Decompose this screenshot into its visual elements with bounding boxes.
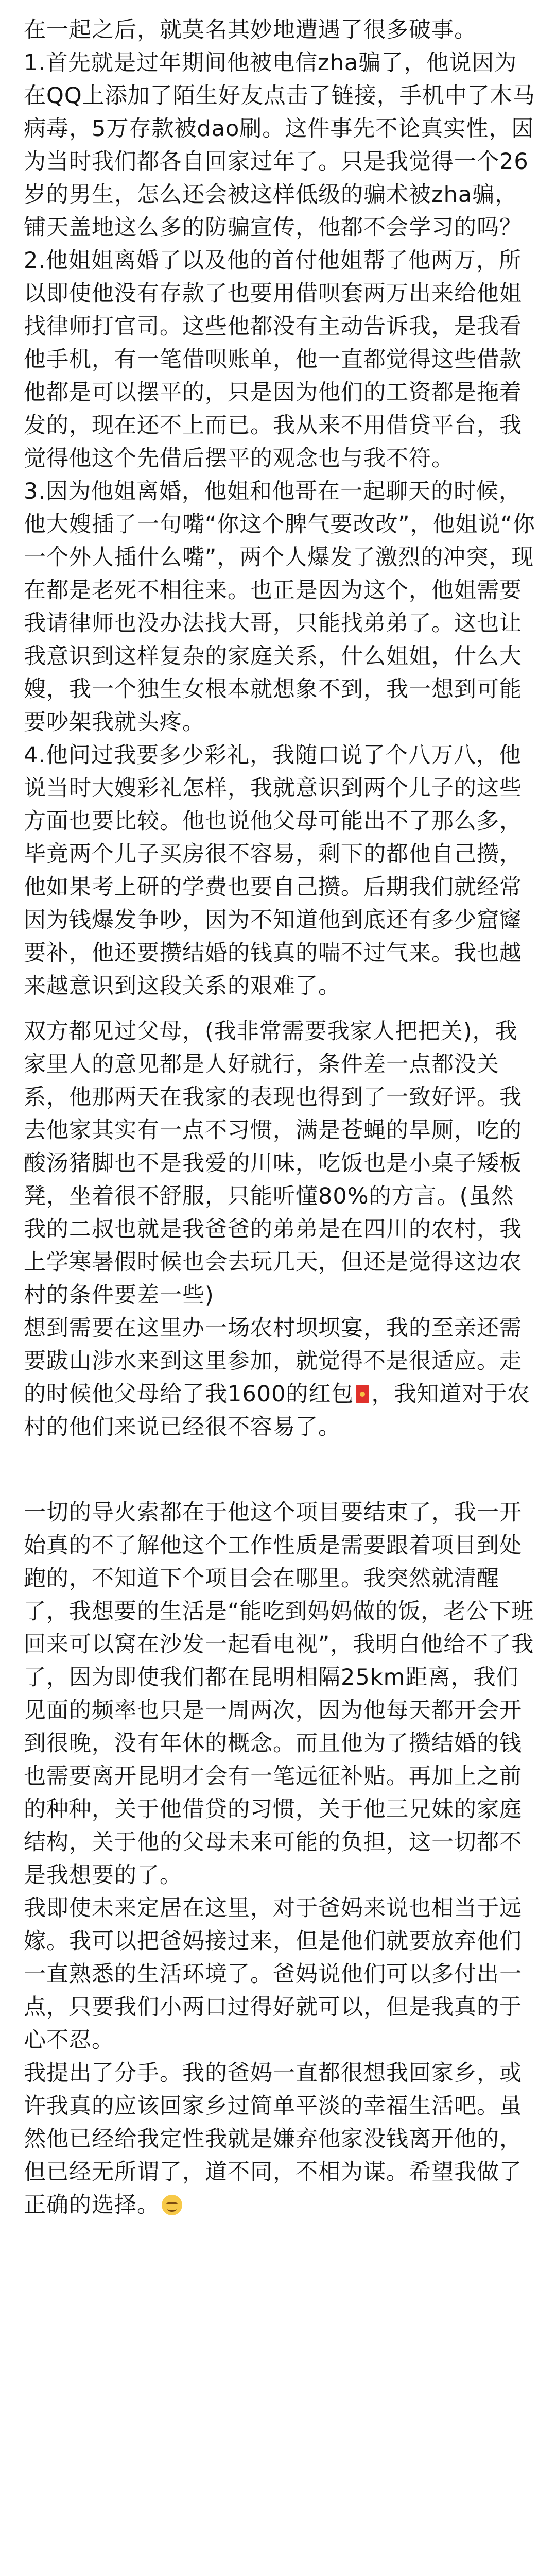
red-envelope-paragraph	[24, 1312, 536, 1444]
intro-paragraph: 在一起之后，就莫名其妙地遭遇了很多破事。	[24, 17, 477, 43]
breakup-paragraph	[24, 2057, 536, 2222]
point-4-paragraph: 4.他问过我要多少彩礼，我随口说了个八万八，他说当时大嫂彩礼怎样，我就意识到两个儿子的这些方面也要比较。他也说他父母可能出不了那么多，毕竟两个儿子买房很不容易，剩下的都他自己攒，他如果考上研的学费也要自己攒。后期我们就经常因为钱爆发争吵，因为不知道他到底还有多少窟窿要补，他还要攒结婚的钱真的喘不过气来。我也越来越意识到这段关系的艰难了。	[24, 742, 522, 999]
red-envelope-text-after: ，我知道对于农村的他们来说已经很不容易了。	[24, 1381, 530, 1440]
breakup-text: 我提出了分手。我的爸妈一直都很想我回家乡，或许我真的应该回家乡过简单平淡的幸福生活吧。虽然他已经给我定性我就是嫌弃他家没钱离开他的，但已经无所谓了，道不同，不相为谋。希望我做了正确的选择。	[24, 2060, 522, 2218]
parents-meeting-paragraph: 双方都见过父母，(我非常需要我家人把把关)，我家里人的意见都是人好就行，条件差一点都没关系，他那两天在我家的表现也得到了一致好评。我去他家其实有一点不习惯，满是苍蝇的旱厕，吃的酸汤猪脚也不是我爱的川味，吃饭也是小桌子矮板凳，坐着很不舒服，只能听懂80%的方言。(虽然我的二叔也就是我爸爸的弟弟是在四川的农村，我上学寒暑假时候也会去玩几天，但还是觉得这边农村的条件要差一些)	[24, 1019, 522, 1308]
point-2-paragraph: 2.他姐姐离婚了以及他的首付他姐帮了他两万，所以即使他没有存款了也要用借呗套两万出来给他姐找律师打官司。这些他都没有主动告诉我，是我看他手机，有一笔借呗账单，他一直都觉得这些借款他都是可以摆平的，只是因为他们的工资都是拖着发的，现在还不上而已。我从来不用借贷平台，我觉得他这个先借后摆平的观念也与我不符。	[24, 248, 522, 471]
distance-paragraph: 我即使未来定居在这里，对于爸妈来说也相当于远嫁。我可以把爸妈接过来，但是他们就要放弃他们一直熟悉的生活环境了。爸妈说他们可以多付出一点，只要我们小两口过得好就可以，但是我真的于心不忍。	[24, 1895, 522, 2053]
point-3-paragraph: 3.因为他姐离婚，他姐和他哥在一起聊天的时候，他大嫂插了一句嘴“你这个脾气要改改”，他姐说“你一个外人插什么嘴”，两个人爆发了激烈的冲突，现在都是老死不相往来。也正是因为这个，他姐需要我请律师也没办法找大哥，只能找弟弟了。这也让我意识到这样复杂的家庭关系，什么姐姐，什么大嫂，我一个独生女根本就想象不到，我一想到可能要吵架我就头疼。	[24, 479, 535, 735]
red-envelope-icon	[356, 1385, 369, 1403]
trigger-paragraph: 一切的导火索都在于他这个项目要结束了，我一开始真的不了解他这个工作性质是需要跟着项目到处跑的，不知道下个项目会在哪里。我突然就清醒了，我想要的生活是“能吃到妈妈做的饭，老公下班回来可以窝在沙发一起看电视”，我明白他给不了我了，因为即使我们都在昆明相隔25km距离，我们见面的频率也只是一周两次，因为他每天都开会开到很晚，没有年休的概念。而且他为了攒结婚的钱也需要离开昆明才会有一笔远征补贴。再加上之前的种种，关于他借贷的习惯，关于他三兄妹的家庭结构，关于他的父母未来可能的负担，这一切都不是我想要的了。	[24, 1500, 534, 1888]
point-1-paragraph: 1.首先就是过年期间他被电信zha骗了，他说因为在QQ上添加了陌生好友点击了链接，手机中了木马病毒，5万存款被dao刷。这件事先不论真实性，因为当时我们都各自回家过年了。只是我觉得一个26岁的男生，怎么还会被这样低级的骗术被zha骗，铺天盖地这么多的防骗宣传，他都不会学习的吗？	[24, 50, 535, 241]
relieved-face-icon	[162, 2195, 182, 2215]
red-envelope-text-before: 想到需要在这里办一场农村坝坝宴，我的至亲还需要跋山涉水来到这里参加，就觉得不是很适应。走的时候他父母给了我1600的红包	[24, 1315, 522, 1407]
